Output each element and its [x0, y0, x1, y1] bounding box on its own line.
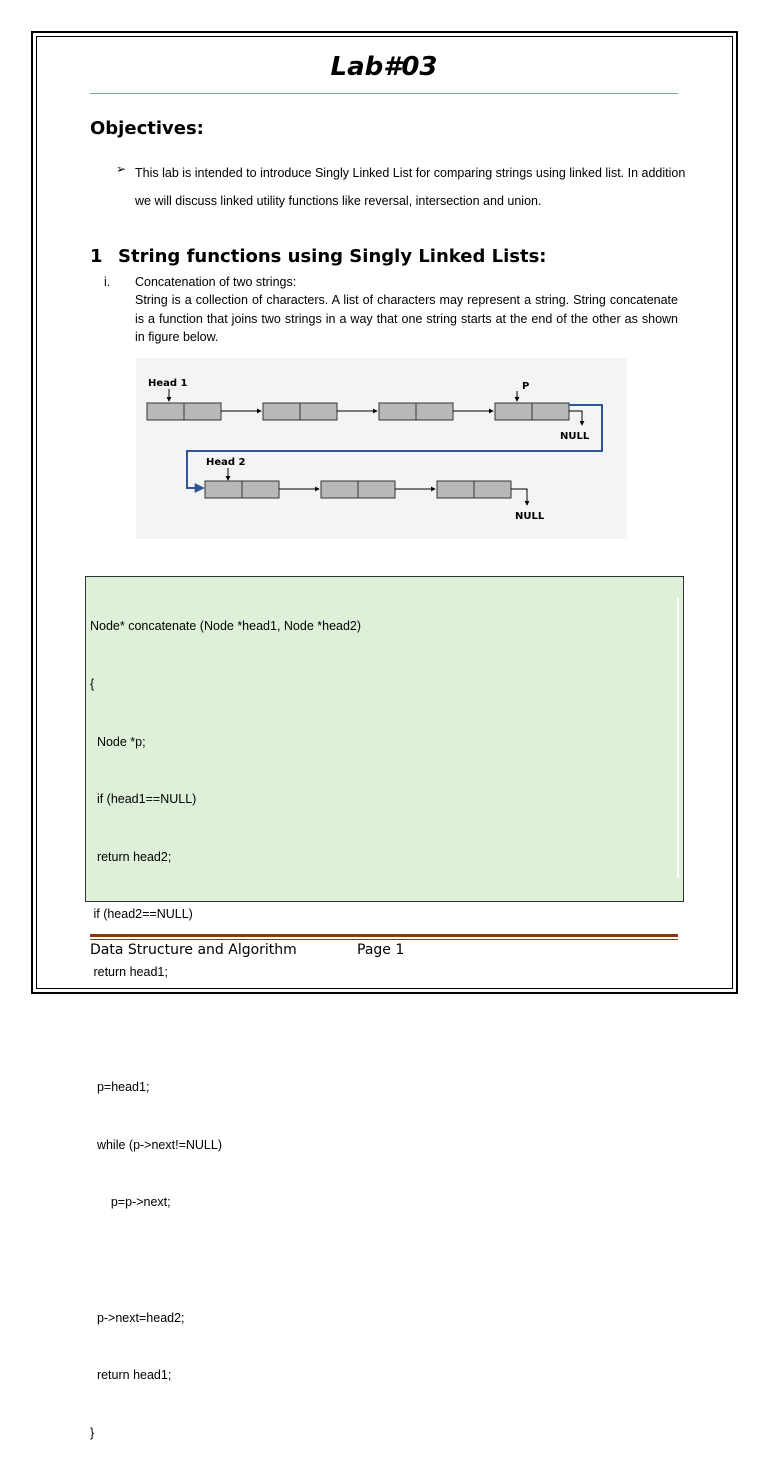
list2-node [321, 481, 395, 498]
arrow-bullet-icon: ➢ [116, 162, 127, 176]
footer-course-name: Data Structure and Algorithm [90, 942, 297, 958]
code-line [90, 1021, 361, 1040]
item-title: Concatenation of two strings: [135, 275, 297, 289]
code-line [90, 1251, 361, 1270]
section-title: String functions using Singly Linked Lists: [118, 246, 547, 267]
linked-list-concatenation-figure [136, 358, 627, 539]
item-body: String is a collection of characters. A list of characters may represent a string. String concatenate is a function that joins two strings in a way that one string starts at the end of the other as shown in figure below. [135, 293, 678, 344]
list1-node [263, 403, 337, 420]
code-line: while (p->next!=NULL) [90, 1137, 223, 1152]
footer-rule [90, 934, 678, 937]
code-line: if (head1==NULL) [90, 792, 197, 807]
title-underline [90, 93, 678, 94]
list1-node [379, 403, 453, 420]
null-label-2: NULL [515, 511, 545, 522]
code-line: Node* concatenate (Node *head1, Node *head2) [90, 619, 362, 634]
code-block-inner-edge [677, 598, 679, 878]
list2-node [437, 481, 511, 498]
footer-page-number: Page 1 [357, 942, 405, 958]
code-line: p=head1; [90, 1080, 150, 1095]
p-label: P [522, 381, 530, 392]
code-line: return head1; [90, 1368, 172, 1383]
code-line: return head2; [90, 849, 172, 864]
code-line: if (head2==NULL) [90, 907, 193, 922]
list2-node [205, 481, 279, 498]
code-line: } [90, 1425, 95, 1440]
head2-label: Head 2 [206, 457, 246, 468]
list1-node [495, 403, 569, 420]
null-label-1: NULL [560, 431, 590, 442]
code-line: { [90, 677, 95, 691]
code-line: Node *p; [90, 734, 146, 749]
code-line: return head1; [90, 964, 168, 979]
page-title: Lab#03 [330, 52, 438, 82]
section-heading [90, 244, 546, 270]
code-line: p=p->next; [90, 1195, 171, 1210]
objectives-heading: Objectives: [90, 118, 204, 139]
section-number: 1 [90, 246, 103, 267]
list-marker: i. [104, 275, 111, 289]
code-lines [90, 579, 361, 1462]
head1-label: Head 1 [148, 378, 188, 389]
linked-list-diagram [136, 358, 627, 539]
list1-node [147, 403, 221, 420]
objective-text: This lab is intended to introduce Singly Linked List for comparing strings using linked list. In addition we will discuss linked utility functions like reversal, intersection and union. [135, 166, 686, 208]
code-line: p->next=head2; [90, 1310, 185, 1325]
